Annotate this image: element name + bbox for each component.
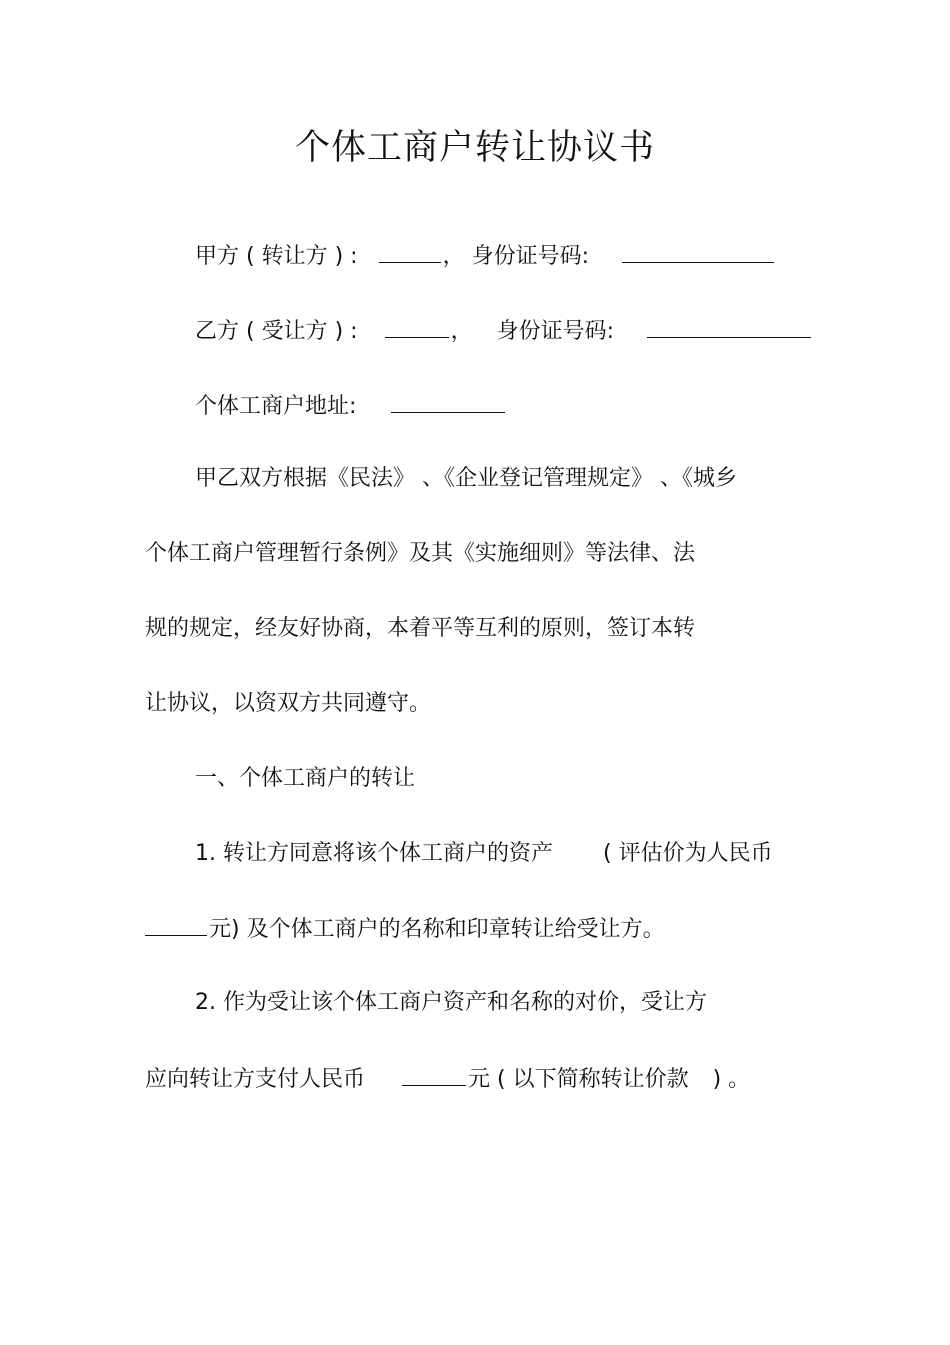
party-a-comma: ， <box>442 244 465 269</box>
clause-1-line-2 <box>145 913 665 945</box>
clause-1-line-1 <box>195 839 773 869</box>
party-a-label: 甲方 ( 转让方 ) : <box>195 244 358 269</box>
clause-1-paren: ( 评估价为人民币 <box>603 841 773 866</box>
party-b-id-label: 身份证号码: <box>496 319 614 344</box>
clause-2-price-blank[interactable] <box>402 1063 466 1086</box>
clause-2-text-c: ) 。 <box>712 1067 751 1092</box>
section-1-heading: 一、个体工商户的转让 <box>195 766 416 791</box>
party-a-line <box>195 240 776 272</box>
clause-1-text: 1. 转让方同意将该个体工商户的资产 <box>195 841 553 866</box>
document-title: 个体工商户转让协议书 <box>294 128 655 168</box>
address-line <box>195 390 507 422</box>
clause-2-line-2 <box>145 1063 750 1095</box>
clause-1-value-blank[interactable] <box>145 913 207 936</box>
party-a-name-blank[interactable] <box>379 240 441 263</box>
clause-2-text-b: 元 ( 以下简称转让价款 <box>468 1067 689 1092</box>
address-blank[interactable] <box>391 390 505 413</box>
clause-2-text-a: 应向转让方支付人民币 <box>145 1067 366 1092</box>
address-label: 个体工商户地址: <box>195 394 357 419</box>
party-b-id-blank[interactable] <box>647 315 811 338</box>
preamble-line-1: 甲乙双方根据《民法》 、《企业登记管理规定》 、《城乡 <box>195 466 737 491</box>
party-b-label: 乙方 ( 受让方 ) : <box>195 319 358 344</box>
preamble-line-3: 规的规定，经友好协商，本着平等互利的原则，签订本转 <box>145 616 696 641</box>
clause-1-line-2-text: 元) 及个体工商户的名称和印章转让给受让方。 <box>209 917 665 942</box>
preamble-line-4: 让协议，以资双方共同遵守。 <box>145 691 432 716</box>
party-a-id-blank[interactable] <box>622 240 774 263</box>
clause-2-line-1: 2. 作为受让该个体工商户资产和名称的对价，受让方 <box>195 990 707 1015</box>
party-b-comma: ， <box>450 319 473 344</box>
preamble-line-2: 个体工商户管理暂行条例》及其《实施细则》等法律、法 <box>145 541 696 566</box>
party-b-name-blank[interactable] <box>385 315 449 338</box>
party-a-id-label: 身份证号码: <box>471 244 589 269</box>
party-b-line <box>195 315 813 347</box>
